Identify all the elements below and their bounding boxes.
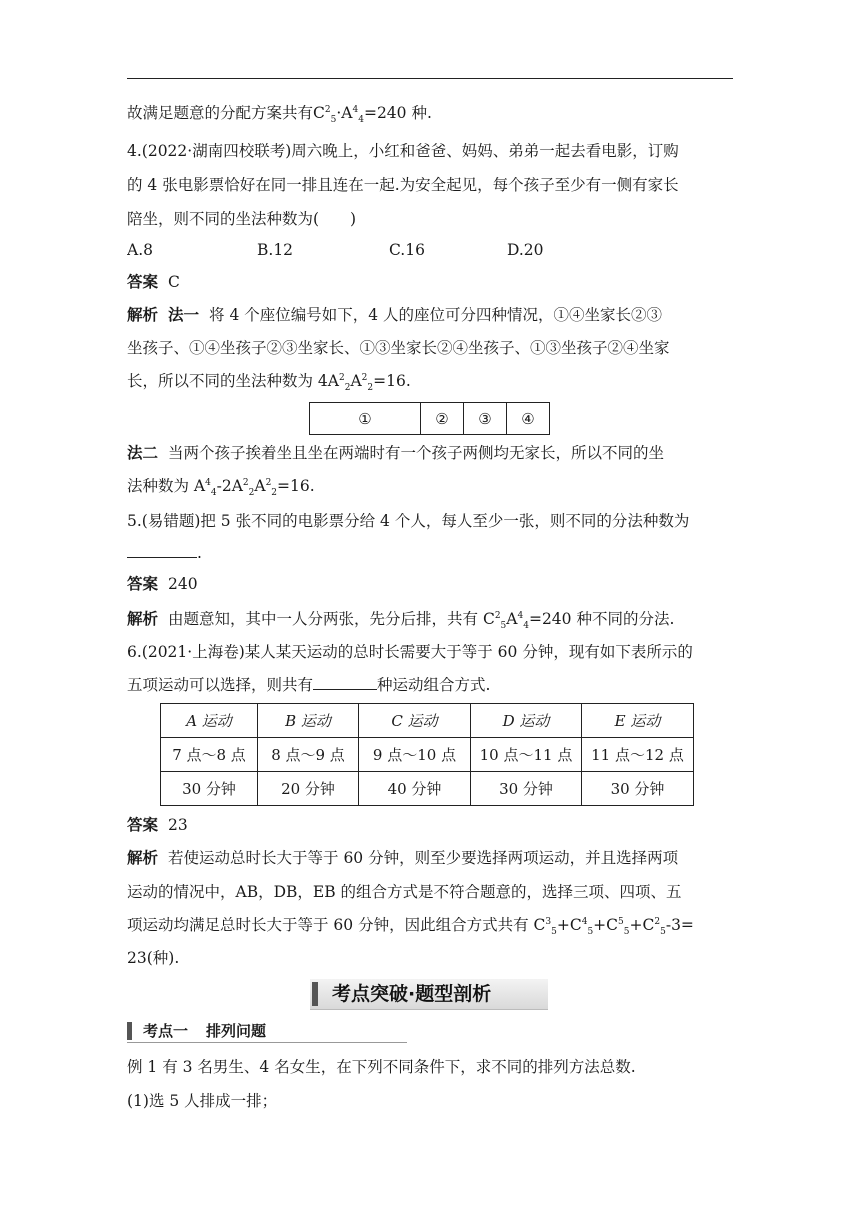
method-2-line-2: 法种数为 $A^4_4-2A^2_2A^2_2=16$.: [127, 477, 315, 496]
solution-line-3: 长，所以不同的坐法种数为 $4A^2_2A^2_2=16$.: [127, 372, 411, 391]
question-4-options: [127, 240, 733, 260]
header-cell: A 运动: [161, 704, 258, 738]
question-6-line-1: 6.(2021·上海卷)某人某天运动的总时长需要大于等于 60 分钟，现有如下表所示的: [127, 643, 693, 661]
solution-6-line-2: 运动的情况中，AB，DB，EB 的组合方式是不符合题意的，选择三项、四项、五: [127, 883, 682, 901]
answer-blank: [127, 543, 197, 558]
table-cell: 8 点～9 点: [258, 738, 359, 772]
option-d: D.20: [507, 241, 544, 259]
seat-4: ④: [507, 403, 550, 435]
seat-3: ③: [464, 403, 507, 435]
table-row: [161, 704, 694, 738]
header-cell: C 运动: [359, 704, 471, 738]
solution-5: 解析 由题意知，其中一人分两张，先分后排，共有 $C^2_5A^4_4=240$ 种不同的分法.: [127, 610, 675, 629]
banner-bar: [312, 982, 318, 1006]
text-line: 故满足题意的分配方案共有$C^2_5\cdot A^4_4=240$ 种.: [127, 104, 432, 123]
table-cell: 30 分钟: [582, 772, 694, 806]
example-1: 例 1 有 3 名男生、4 名女生，在下列不同条件下，求不同的排列方法总数.: [127, 1058, 636, 1076]
solution-line-2: 坐孩子、①④坐孩子②③坐家长、①③坐家长②④坐孩子、①③坐孩子②④坐家: [127, 339, 670, 357]
method-2-line-1: 法二 当两个孩子挨着坐且坐在两端时有一个孩子两侧均无家长，所以不同的坐: [127, 444, 665, 462]
topic-heading: 考点一 排列问题: [127, 1020, 407, 1043]
answer-line-6: 答案 23: [127, 816, 188, 834]
table-cell: 30 分钟: [471, 772, 582, 806]
question-4-line-3: 陪坐，则不同的坐法种数为( ): [127, 210, 357, 228]
example-1-part-1: (1)选 5 人排成一排；: [127, 1092, 278, 1110]
section-banner: 考点突破·题型剖析: [310, 979, 548, 1010]
question-5-line-2: .: [127, 543, 733, 563]
option-b: B.12: [257, 241, 294, 259]
solution-6-line-3: 项运动均满足总时长大于等于 60 分钟，因此组合方式共有 $C^3_5+C^4_5+C^5_5+C^2_5-3=$: [127, 916, 694, 935]
table-cell: 40 分钟: [359, 772, 471, 806]
answer-line-5: 答案 240: [127, 575, 198, 593]
seat-table: [309, 402, 550, 435]
question-4-line-2: 的 4 张电影票恰好在同一排且连在一起.为安全起见，每个孩子至少有一侧有家长: [127, 176, 679, 194]
answer-line: 答案 C: [127, 273, 180, 291]
answer-blank: [313, 675, 377, 690]
table-cell: 9 点～10 点: [359, 738, 471, 772]
solution-6-line-4: 23(种).: [127, 949, 180, 967]
table-cell: 7 点～8 点: [161, 738, 258, 772]
question-4-line-1: 4.(2022·湖南四校联考)周六晚上，小红和爸爸、妈妈、弟弟一起去看电影，订购: [127, 142, 679, 160]
question-5-line-1: 5.(易错题)把 5 张不同的电影票分给 4 个人，每人至少一张，则不同的分法种数为: [127, 512, 690, 530]
seat-2: ②: [421, 403, 464, 435]
solution-line-1: 解析 法一 将 4 个座位编号如下，4 人的座位可分四种情况，①④坐家长②③: [127, 306, 663, 324]
option-c: C.16: [389, 241, 425, 259]
table-cell: 11 点～12 点: [582, 738, 694, 772]
topic-bar: [127, 1022, 132, 1040]
table-row: [161, 772, 694, 806]
header-cell: B 运动: [258, 704, 359, 738]
header-rule: [127, 78, 733, 79]
header-cell: E 运动: [582, 704, 694, 738]
table-cell: 10 点～11 点: [471, 738, 582, 772]
question-6-line-2: 五项运动可以选择，则共有 种运动组合方式.: [127, 676, 491, 694]
table-cell: 30 分钟: [161, 772, 258, 806]
sports-table: [160, 703, 694, 806]
option-a: A.8: [127, 241, 153, 259]
header-cell: D 运动: [471, 704, 582, 738]
solution-6-line-1: 解析 若使运动总时长大于等于 60 分钟，则至少要选择两项运动，并且选择两项: [127, 849, 679, 867]
seat-1: ①: [310, 403, 421, 435]
table-cell: 20 分钟: [258, 772, 359, 806]
formula: $C^2_5\cdot A^4_4$: [313, 104, 364, 123]
table-row: [161, 738, 694, 772]
